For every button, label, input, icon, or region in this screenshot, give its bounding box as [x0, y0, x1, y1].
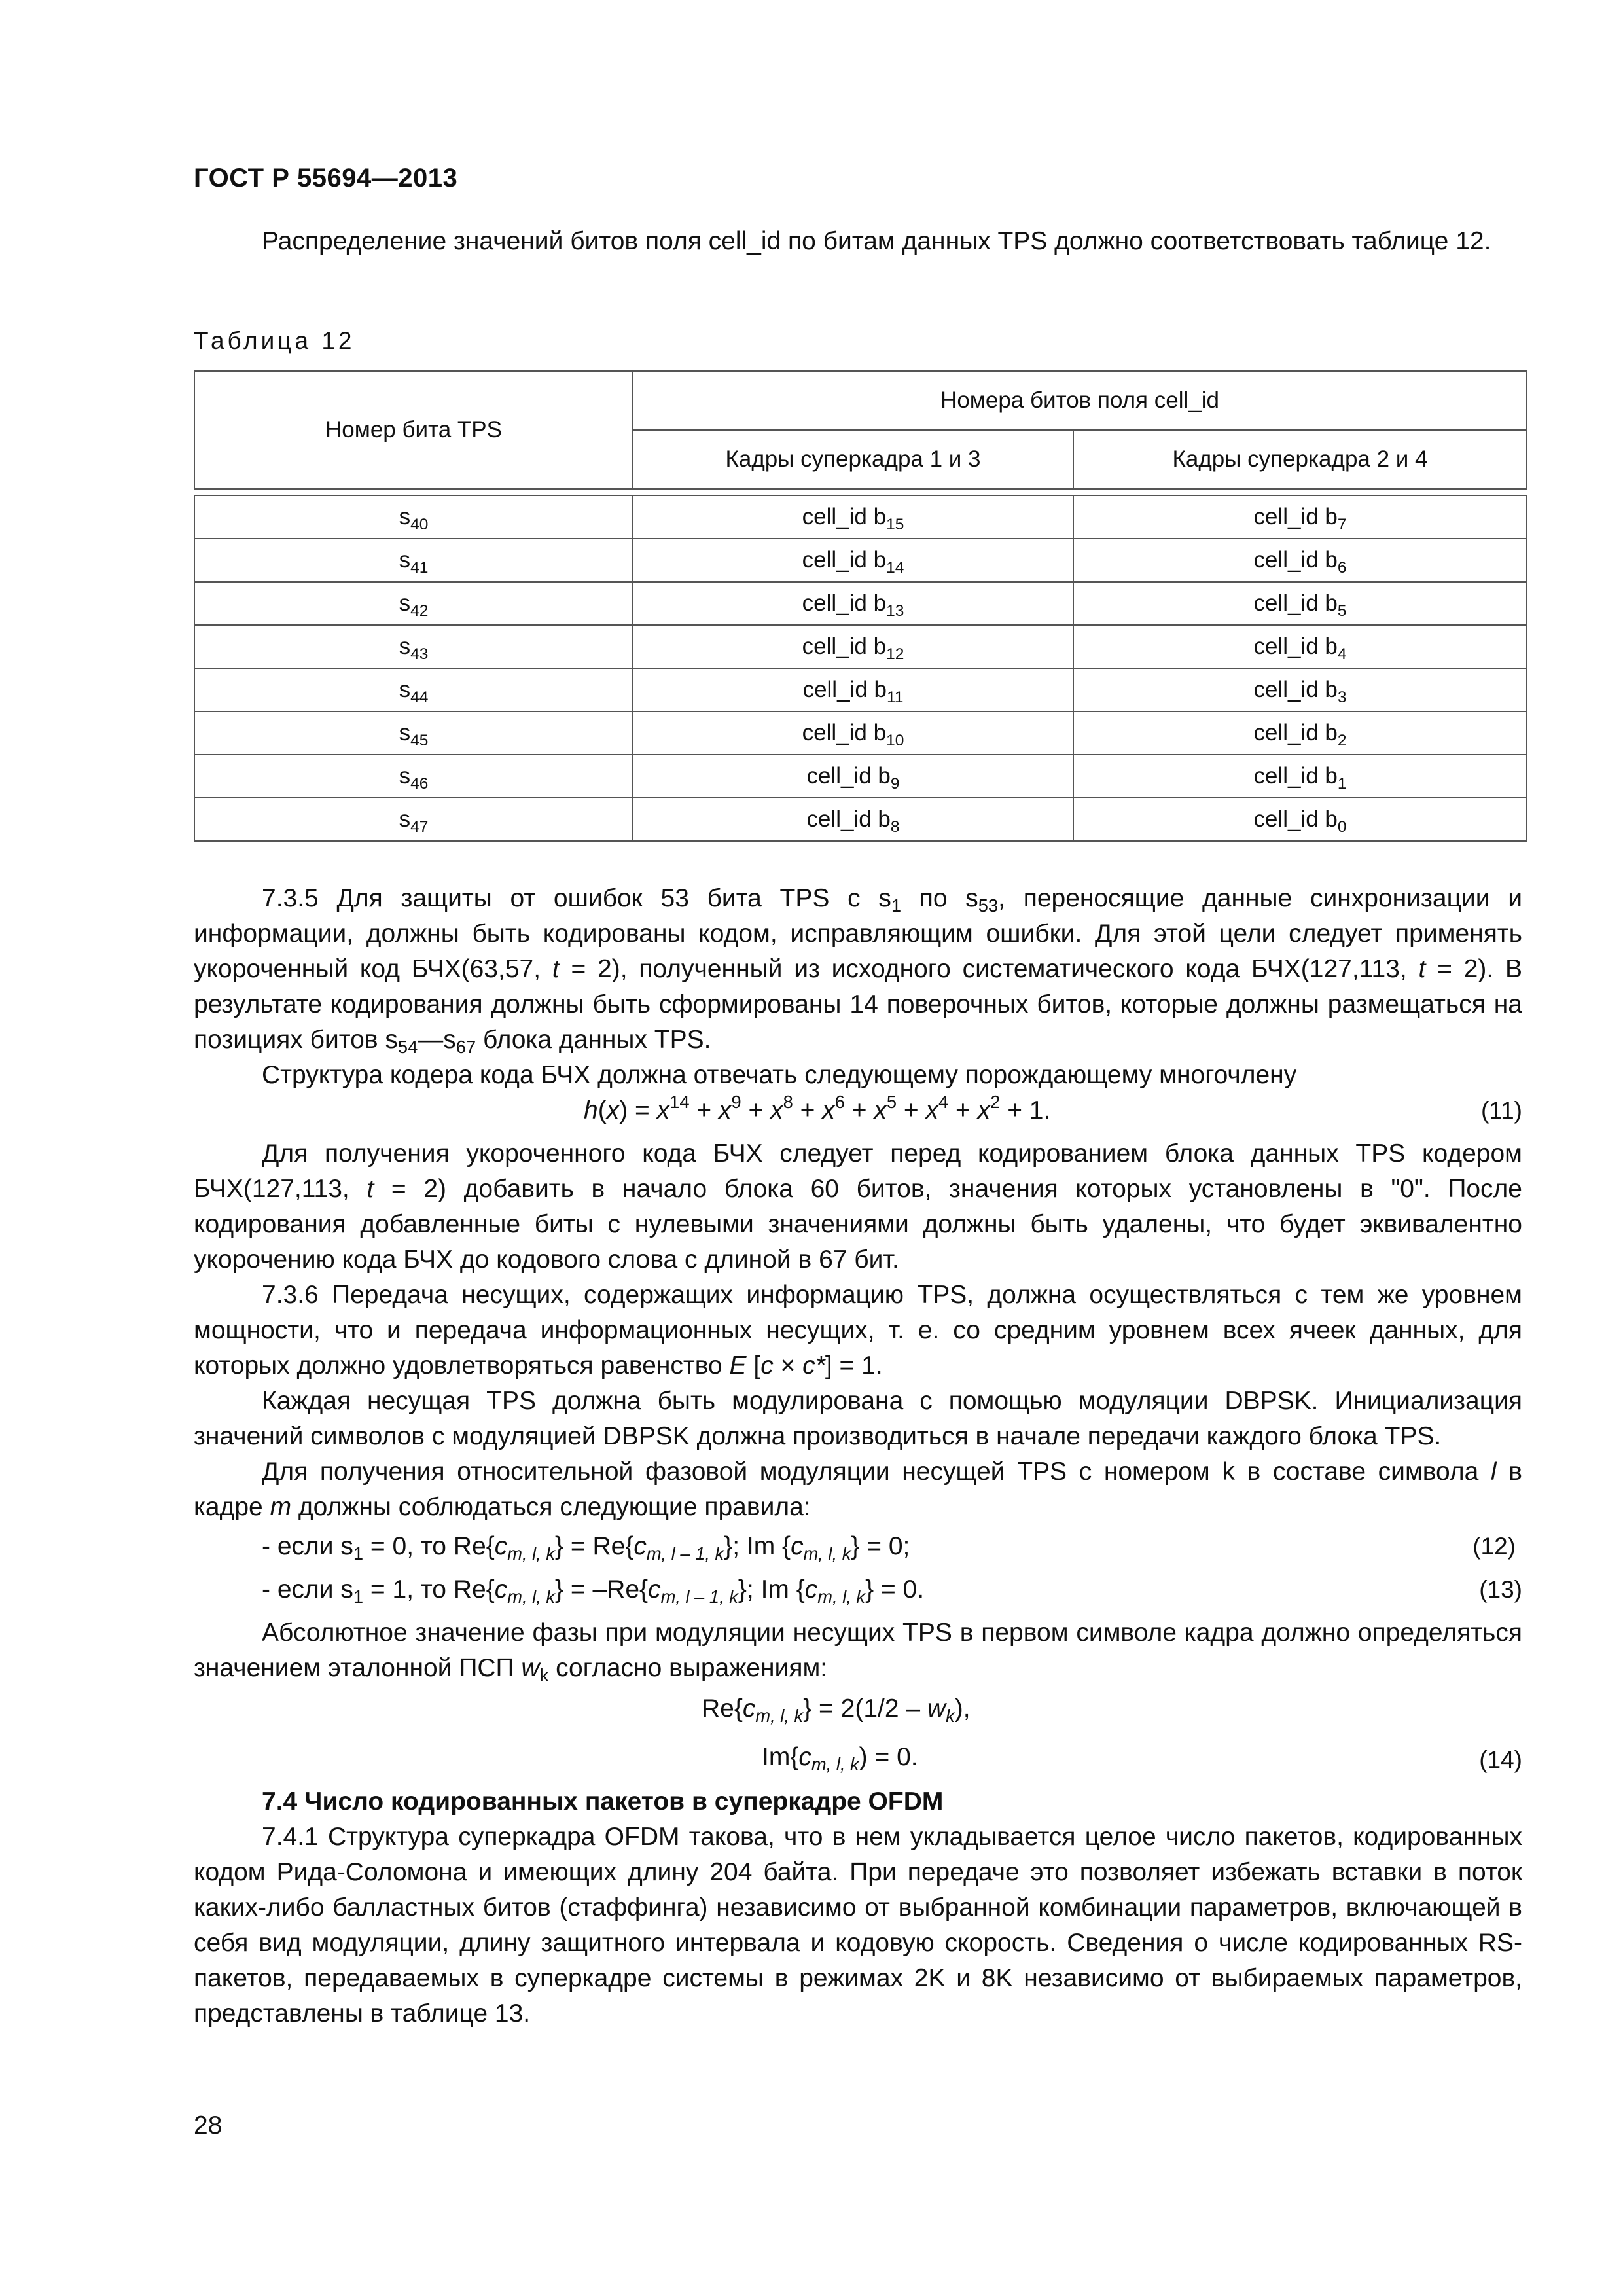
equation-11-number: (11)	[1480, 1097, 1522, 1124]
table-row	[194, 711, 1527, 755]
paragraph-absolute-phase: Абсолютное значение фазы при модуляции несущих TPS в первом символе кадра должно определяться значением эталонной ПСП $w_k$ согласно выражениям:	[194, 1619, 1522, 1685]
equation-12-expression: - если $s_1 = 0$, то $Re\{c_{m, l, k}\} = Re\{c_{m, l - 1, k}\}$; Im $\{c_{m, l, k}\} = 0$;	[262, 1532, 910, 1564]
header-superframe-1-3: Кадры суперкадра 1 и 3	[633, 430, 1073, 489]
equation-13	[194, 1572, 1522, 1615]
equation-14-re	[194, 1686, 1522, 1736]
tps-bit-cell: $s_{46}$	[194, 755, 633, 798]
equation-13-number: (13)	[1479, 1576, 1522, 1603]
table-caption: Таблица 12	[194, 327, 355, 354]
equation-11-expression: $h(x) = x^{14} + x^9 + x^8 + x^6 + x^5 + x^4 + x^2 + 1$.	[584, 1092, 1051, 1124]
cell-id-2-4: cell_id $b_6$	[1073, 539, 1527, 582]
cell-id-1-3: cell_id $b_9$	[633, 755, 1073, 798]
tps-bit-cell: $s_{41}$	[194, 539, 633, 582]
page-number: 28	[194, 2111, 223, 2140]
standard-header: ГОСТ Р 55694—2013	[194, 164, 458, 192]
equation-14-im-expression: $Im\{c_{m, l, k}) = 0$.	[762, 1743, 918, 1774]
cell-id-1-3: cell_id $b_{12}$	[633, 625, 1073, 668]
equation-12	[194, 1529, 1522, 1572]
equation-14-im	[194, 1736, 1522, 1784]
cell-id-1-3: cell_id $b_{11}$	[633, 668, 1073, 711]
header-cell-id-bits: Номера битов поля cell_id	[633, 371, 1527, 430]
equation-13-expression: - если $s_1 = 1$, то $Re\{c_{m, l, k}\} = -Re\{c_{m, l - 1, k}\}$; Im $\{c_{m, l, k}\} = 0$.	[262, 1575, 925, 1607]
cell-id-1-3: cell_id $b_{10}$	[633, 711, 1073, 755]
section-7-4-title: 7.4 Число кодированных пакетов в суперкадре OFDM	[262, 1787, 944, 1816]
cell-id-2-4: cell_id $b_4$	[1073, 625, 1527, 668]
paragraph-structure: Структура кодера кода БЧХ должна отвечать следующему порождающему многочлену	[262, 1061, 1297, 1089]
cell-id-2-4: cell_id $b_7$	[1073, 495, 1527, 539]
table-row	[194, 798, 1527, 841]
cell-id-1-3: cell_id $b_{15}$	[633, 495, 1073, 539]
table-row	[194, 668, 1527, 711]
cell-id-1-3: cell_id $b_{13}$	[633, 582, 1073, 625]
equation-11	[194, 1093, 1522, 1136]
equation-12-number: (12)	[1472, 1533, 1516, 1560]
paragraph-7-3-5: 7.3.5 Для защиты от ошибок 53 бита TPS с $s_1$ по $s_{53}$, переносящие данные синхронизации и информации, должны быть кодированы кодом, исправляющим ошибки. Для этой цели следует применять укороченный код БЧХ(63,57, t = 2), полученный из исходного систематического кода БЧХ(127,113, t = 2). В результате кодирования должны быть сформированы 14 поверочных битов, которые должны размещаться на позициях битов $s_{54}—s_{67}$ блока данных TPS.	[194, 884, 1522, 1057]
table-12	[194, 370, 1527, 842]
cell-id-2-4: cell_id $b_1$	[1073, 755, 1527, 798]
cell-id-1-3: cell_id $b_8$	[633, 798, 1073, 841]
header-tps-bit: Номер бита TPS	[194, 371, 633, 489]
cell-id-2-4: cell_id $b_5$	[1073, 582, 1527, 625]
paragraph-7-4-1: 7.4.1 Структура суперкадра OFDM такова, что в нем укладывается целое число пакетов, кодированных кодом Рида-Соломона и имеющих длину 204 байта. При передаче это позволяет избежать вставки в поток каких-либо балластных битов (стаффинга) независимо от выбранной комбинации параметров, включающей в себя вид модуляции, длину защитного интервала и кодовую скорость. Сведения о числе кодированных RS-пакетов, передаваемых в суперкадре системы в режимах 2K и 8K независимо от выбираемых параметров, представлены в таблице 13.	[194, 1823, 1522, 2028]
equation-14-number: (14)	[1479, 1746, 1522, 1773]
cell-id-2-4: cell_id $b_0$	[1073, 798, 1527, 841]
paragraph-shortened-code: Для получения укороченного кода БЧХ следует перед кодированием блока данных TPS кодером БЧХ(127,113, t = 2) добавить в начало блока 60 битов, значения которых установлены в "0". После кодирования добавленные биты с нулевыми значениями должны быть удалены, что будет эквивалентно укорочению кода БЧХ до кодового слова с длиной в 67 бит.	[194, 1139, 1522, 1274]
equation-14-re-expression: $Re\{c_{m, l, k}\} = 2(1/2 - w_k)$,	[702, 1695, 971, 1726]
header-superframe-2-4: Кадры суперкадра 2 и 4	[1073, 430, 1527, 489]
table-row	[194, 755, 1527, 798]
table-row	[194, 495, 1527, 539]
tps-bit-cell: $s_{42}$	[194, 582, 633, 625]
table-row	[194, 539, 1527, 582]
paragraph-dbpsk: Каждая несущая TPS должна быть модулирована с помощью модуляции DBPSK. Инициализация значений символов с модуляцией DBPSK должна производиться в начале передачи каждого блока TPS.	[194, 1387, 1522, 1450]
tps-bit-cell: $s_{40}$	[194, 495, 633, 539]
paragraph-7-3-6: 7.3.6 Передача несущих, содержащих информацию TPS, должна осуществляться с тем же уровнем мощности, что и передача информационных несущих, т. е. со средним уровнем всех ячеек данных, для которых должно удовлетворяться равенство E [c × c*] = 1.	[194, 1281, 1522, 1380]
intro-paragraph: Распределение значений битов поля cell_id по битам данных TPS должно соответствовать таблице 12.	[262, 227, 1491, 255]
tps-bit-cell: $s_{44}$	[194, 668, 633, 711]
tps-bit-cell: $s_{45}$	[194, 711, 633, 755]
tps-bit-cell: $s_{43}$	[194, 625, 633, 668]
main-text	[194, 881, 1522, 2032]
cell-id-2-4: cell_id $b_3$	[1073, 668, 1527, 711]
table-row	[194, 582, 1527, 625]
cell-id-2-4: cell_id $b_2$	[1073, 711, 1527, 755]
paragraph-rules: Для получения относительной фазовой модуляции несущей TPS с номером k в составе символа l в кадре m должны соблюдаться следующие правила:	[194, 1458, 1522, 1521]
table-row	[194, 625, 1527, 668]
cell-id-1-3: cell_id $b_{14}$	[633, 539, 1073, 582]
tps-bit-cell: $s_{47}$	[194, 798, 633, 841]
